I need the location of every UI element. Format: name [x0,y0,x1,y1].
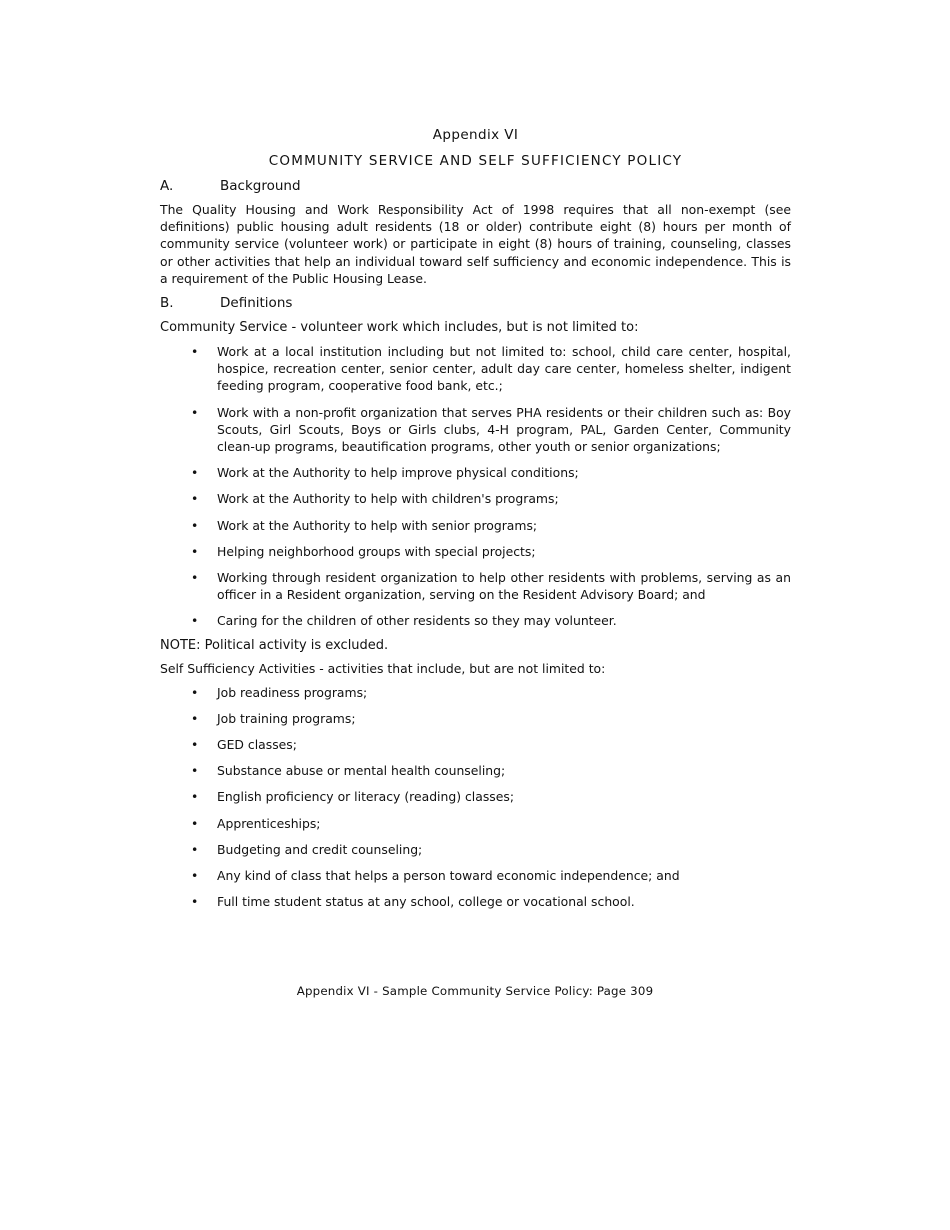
list-item: • Helping neighborhood groups with special projects; [191,543,536,559]
bullet-icon: • [191,465,199,481]
list-item: • Any kind of class that helps a person toward economic independence; and [191,868,680,884]
self-sufficiency-definition: Self Sufficiency Activities - activities that include, but are not limited to: [160,660,606,676]
document-page [160,124,791,919]
list-item: • Work at the Authority to help with senior programs; [191,517,538,533]
section-a-title: Background [220,178,301,194]
bullet-icon: • [191,344,199,360]
community-service-definition: Community Service - volunteer work which includes, but is not limited to: [160,320,639,336]
bullet-icon: • [191,684,199,700]
section-b-title: Definitions [220,295,293,312]
list-item: • Substance abuse or mental health counseling; [191,763,506,779]
list-item: • English proficiency or literacy (reading) classes; [191,789,514,805]
list-item: • Work at a local institution including but not limited to: school, child care center, hospital, hospice, recreation center, senior center, adult day care center, homeless shelter, indigent feeding program, cooperative food bank, etc.; [191,344,791,394]
appendix-label: Appendix VI [432,127,519,143]
political-activity-note: NOTE: Political activity is excluded. [160,637,389,653]
policy-title: COMMUNITY SERVICE AND SELF SUFFICIENCY POLICY [268,153,683,169]
bullet-icon: • [191,491,199,507]
section-a-heading [160,176,791,196]
list-item: • Job readiness programs; [191,684,368,700]
list-item: • Apprenticeships; [191,815,321,831]
bullet-icon: • [191,841,199,857]
list-item: • Work with a non-profit organization that serves PHA residents or their children such as: Boy Scouts, Girl Scouts, Boys or Girls clubs, 4-H program, PAL, Garden Center, Community clean-up programs, beautification programs, other youth or senior organizations; [191,404,791,455]
section-b-heading [160,293,791,313]
bullet-icon: • [191,763,199,779]
page-footer: Appendix VI - Sample Community Service Policy: Page 309 [296,984,654,998]
list-item: • Work at the Authority to help with children's programs; [191,491,559,507]
section-a-letter: A. [160,178,174,194]
section-b-letter: B. [160,295,174,312]
bullet-icon: • [191,517,199,533]
list-item: • Working through resident organization to help other residents with problems, serving as an officer in a Resident organization, serving on the Resident Advisory Board; and [191,570,791,603]
bullet-icon: • [191,404,199,420]
list-item: • Caring for the children of other residents so they may volunteer. [191,613,617,629]
background-paragraph: The Quality Housing and Work Responsibility Act of 1998 requires that all non-exempt (see definitions) public housing adult residents (18 or older) contribute eight (8) hours per month of community service (volunteer work) or participate in eight (8) hours of training, counseling, classes or other activities that help an individual toward self sufficiency and economic independence. This is a requirement of the Public Housing Lease. [160,202,791,286]
bullet-icon: • [191,815,199,831]
bullet-icon: • [191,613,199,629]
bullet-icon: • [191,894,199,910]
list-item: • Work at the Authority to help improve physical conditions; [191,465,579,481]
bullet-icon: • [191,737,199,753]
bullet-icon: • [191,789,199,805]
list-item: • Job training programs; [191,710,356,726]
list-item: • GED classes; [191,737,297,753]
self-sufficiency-list [160,684,791,911]
community-service-list [160,343,791,630]
bullet-icon: • [191,570,199,586]
bullet-icon: • [191,710,199,726]
bullet-icon: • [191,868,199,884]
list-item: • Full time student status at any school, college or vocational school. [191,894,635,910]
bullet-icon: • [191,543,199,559]
list-item: • Budgeting and credit counseling; [191,841,423,857]
